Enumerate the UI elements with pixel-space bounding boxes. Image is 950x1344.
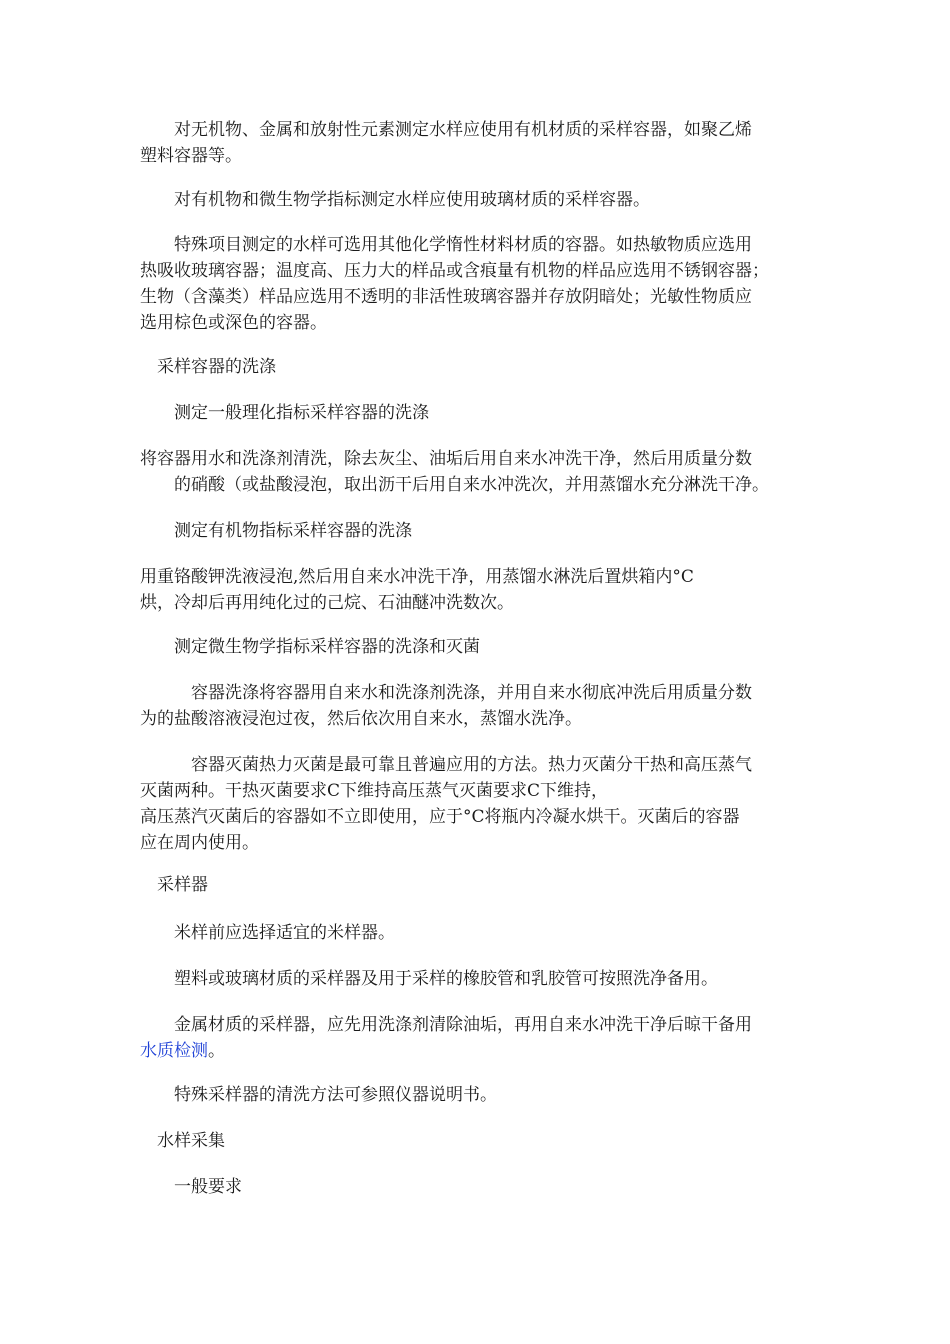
text-line: 采样容器的洗涤 <box>140 357 276 377</box>
paragraph-sampler-plastic <box>140 966 830 992</box>
text-line: 热吸收玻璃容器；温度高、压力大的样品或含痕量有机物的样品应选用不锈钢容器； <box>140 261 769 281</box>
text-line: 生物（含藻类）样品应选用不透明的非活性玻璃容器并存放阴暗处；光敏性物质应 <box>140 287 752 307</box>
text-line: 测定一般理化指标采样容器的洗涤 <box>140 403 429 423</box>
text-line: 水样采集 <box>140 1131 225 1151</box>
heading-sampler <box>140 872 830 898</box>
paragraph-organic-containers <box>140 187 830 213</box>
text-line: 金属材质的采样器，应先用洗涤剂清除油垢，再用自来水冲洗干净后晾干备用 <box>140 1015 752 1035</box>
text-line: 的硝酸（或盐酸浸泡，取出沥干后用自来水冲洗次，并用蒸馏水充分淋洗干净。 <box>140 475 769 495</box>
text-line: 特殊采样器的清洗方法可参照仪器说明书。 <box>140 1085 497 1105</box>
text-line <box>140 1038 830 1064</box>
text-line: 测定微生物学指标采样容器的洗涤和灭菌 <box>140 637 480 657</box>
text-fragment: 。 <box>208 1041 225 1061</box>
text-line: 米样前应选择适宜的米样器。 <box>140 923 395 943</box>
text-line: 特殊项目测定的水样可选用其他化学惰性材料材质的容器。如热敏物质应选用 <box>140 235 752 255</box>
subheading-organic-washing <box>140 518 830 544</box>
text-line: 用重铬酸钾洗液浸泡,然后用自来水冲洗干净，用蒸馏水淋洗后置烘箱内°C <box>140 567 694 587</box>
text-line: 灭菌两种。干热灭菌要求C下维持高压蒸气灭菌要求C下维持， <box>140 781 609 801</box>
text-line: 高压蒸汽灭菌后的容器如不立即使用，应于°C将瓶内冷凝水烘干。灭菌后的容器 <box>140 807 740 827</box>
water-quality-link[interactable]: 水质检测 <box>140 1041 208 1061</box>
paragraph-container-washing-step <box>140 680 830 732</box>
text-line: 一般要求 <box>140 1177 242 1197</box>
paragraph-inorganic-containers <box>140 117 830 169</box>
text-line: 塑料或玻璃材质的采样器及用于采样的橡胶管和乳胶管可按照洗净备用。 <box>140 969 718 989</box>
text-line: 应在周内使用。 <box>140 833 259 853</box>
text-line: 容器灭菌热力灭菌是最可靠且普遍应用的方法。热力灭菌分干热和高压蒸气 <box>140 755 752 775</box>
paragraph-sampler-select <box>140 920 830 946</box>
text-line: 测定有机物指标采样容器的洗涤 <box>140 521 412 541</box>
text-line: 将容器用水和洗涤剂清洗，除去灰尘、油垢后用自来水冲洗干净，然后用质量分数 <box>140 449 752 469</box>
subheading-general-requirements <box>140 1174 830 1200</box>
text-line: 烘，冷却后再用纯化过的己烷、石油醚冲洗数次。 <box>140 593 514 613</box>
subheading-general-washing <box>140 400 830 426</box>
subheading-microbial-washing <box>140 634 830 660</box>
text-line: 对无机物、金属和放射性元素测定水样应使用有机材质的采样容器，如聚乙烯 <box>140 120 752 140</box>
paragraph-sampler-special <box>140 1082 830 1108</box>
text-line: 选用棕色或深色的容器。 <box>140 313 327 333</box>
text-line: 塑料容器等。 <box>140 146 242 166</box>
text-line: 采样器 <box>140 875 208 895</box>
text-line: 容器洗涤将容器用自来水和洗涤剂洗涤，并用自来水彻底冲洗后用质量分数 <box>140 683 752 703</box>
heading-water-sampling <box>140 1128 830 1154</box>
paragraph-organic-washing <box>140 564 830 616</box>
text-line: 为的盐酸溶液浸泡过夜，然后依次用自来水，蒸馏水洗净。 <box>140 709 582 729</box>
paragraph-special-containers <box>140 232 830 336</box>
paragraph-container-sterilization <box>140 752 830 856</box>
text-line: 对有机物和微生物学指标测定水样应使用玻璃材质的采样容器。 <box>140 190 650 210</box>
heading-container-washing <box>140 354 830 380</box>
paragraph-sampler-metal <box>140 1012 830 1064</box>
paragraph-general-washing <box>140 446 830 498</box>
